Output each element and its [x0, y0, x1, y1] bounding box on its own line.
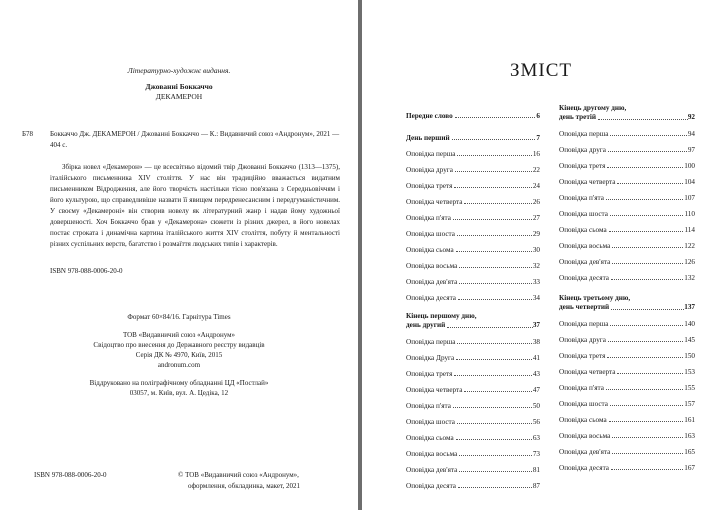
toc-entry[interactable]: Оповідка сьома 161 [559, 416, 695, 424]
publisher-line: Серія ДК № 4970, Київ, 2015 [135, 351, 223, 359]
toc-entry[interactable]: Оповідка третя 150 [559, 352, 695, 360]
bib-record: Боккаччо Дж. ДЕКАМЕРОН / Джованні Боккаччо — К.: Видавничий союз «Андронум», 2021 — 404 с. [50, 130, 340, 149]
toc-entry[interactable]: Оповідка перша 94 [559, 130, 695, 138]
toc-entry[interactable]: Оповідка шоста 110 [559, 210, 695, 218]
toc-entry[interactable]: Оповідка друга 22 [406, 166, 540, 174]
toc-entry[interactable]: Оповідка третя 100 [559, 162, 695, 170]
toc-entry[interactable]: Передне слово 6 [406, 112, 540, 120]
edition-type: Літературно-художнє видання. [127, 66, 231, 75]
annotation: Збірка новел «Декамерон» — це всесвітньо відомий твір Джованні Боккаччо (1313—1375), італійського письменника XIV століття. У нас він традиційно вважається видатним письменником Відродження, але його творчість настільки тісно пов'язана з Середньовіччям і його культурою, що справедливіше назвати її явищем передренесансним і передгуманістичним. У своєму «Декамероні» він створив новелу як літературний жанр і надав йому художньої довершеності. Хоч Боккаччо брав у «Декамерона» сюжети із різних джерел, в його новелах постає строката і динамічна картина італійського життя XIV століття, побуту й ментальності різних суспільних верств, багатство і розмаїття людських типів і характерів. [50, 163, 340, 248]
toc-day-header[interactable]: Кінець другому дню, день третій 92 [559, 104, 695, 121]
toc-entry[interactable]: Оповідка друга 97 [559, 146, 695, 154]
toc-column-1 [406, 104, 540, 490]
copyright-line: оформлення, обкладинка, макет, 2021 [188, 482, 301, 490]
author-name: Джованні Боккаччо [145, 82, 213, 91]
toc-entry[interactable]: Оповідка шоста 157 [559, 400, 695, 408]
toc-day-header[interactable]: Кінець третьому дню, день четвертий 137 [559, 294, 695, 311]
printer-line: 03057, м. Київ, вул. А. Цедіка, 12 [129, 389, 229, 397]
toc-entry[interactable]: Оповідка восьма 163 [559, 432, 695, 440]
toc-entry[interactable]: Оповідка четверта 47 [406, 386, 540, 394]
toc-entry[interactable]: Оповідка десята 87 [406, 482, 540, 490]
publisher-website: andronum.com [157, 361, 201, 369]
toc-entry[interactable]: Оповідка четверта 104 [559, 178, 695, 186]
left-page [0, 0, 358, 510]
footer-isbn: ISBN 978-088-0006-20-0 [34, 471, 107, 479]
toc-entry[interactable]: Оповідка дев'ята 81 [406, 466, 540, 474]
toc-entry[interactable]: Оповідка шоста 29 [406, 230, 540, 238]
toc-entry[interactable]: Оповідка перша 140 [559, 320, 695, 328]
toc-entry[interactable]: Оповідка четверта 26 [406, 198, 540, 206]
toc-column-2 [559, 104, 695, 472]
toc-entry[interactable]: Оповідка третя 43 [406, 370, 540, 378]
right-page [362, 0, 720, 510]
toc-entry[interactable]: Оповідка перша 38 [406, 338, 540, 346]
toc-entry[interactable]: Оповідка п'ята 50 [406, 402, 540, 410]
toc-entry[interactable]: Оповідка десята 167 [559, 464, 695, 472]
toc-entry[interactable]: Оповідка перша 16 [406, 150, 540, 158]
toc-entry[interactable]: Оповідка шоста 56 [406, 418, 540, 426]
toc-entry[interactable]: Оповідка сьома 30 [406, 246, 540, 254]
toc-entry[interactable]: Оповідка десята 132 [559, 274, 695, 282]
book-title: ДЕКАМЕРОН [155, 92, 203, 101]
toc-entry[interactable]: Оповідка друга 145 [559, 336, 695, 344]
isbn-block: ISBN 978-088-0006-20-0 [50, 267, 123, 275]
toc-entry[interactable]: Оповідка восьма 32 [406, 262, 540, 270]
printer-line: Віддруковано на поліграфічному обладнанні ЦД «Постлай» [89, 379, 269, 387]
toc-entry[interactable]: Оповідка сьома 114 [559, 226, 695, 234]
toc-entry[interactable]: Оповідка п'ята 155 [559, 384, 695, 392]
toc-entry[interactable]: Оповідка третя 24 [406, 182, 540, 190]
toc-entry[interactable]: Оповідка четверта 153 [559, 368, 695, 376]
class-code: Б78 [22, 130, 34, 138]
toc-entry[interactable]: Оповідка Друга 41 [406, 354, 540, 362]
publisher-line: ТОВ «Видавничий союз «Андронум» [122, 331, 236, 339]
toc-entry[interactable]: Оповідка п'ята 27 [406, 214, 540, 222]
toc-entry[interactable]: Оповідка дев'ята 33 [406, 278, 540, 286]
toc-entry[interactable]: Оповідка дев'ята 126 [559, 258, 695, 266]
toc-entry[interactable]: Оповідка восьма 122 [559, 242, 695, 250]
toc-entry[interactable]: Оповідка дев'ята 165 [559, 448, 695, 456]
format-line: Формат 60×84/16. Гарнітура Times [127, 313, 231, 321]
toc-entry[interactable]: Оповідка сьома 63 [406, 434, 540, 442]
toc-entry[interactable]: Оповідка п'ята 107 [559, 194, 695, 202]
copyright-line: © ТОВ «Видавничий союз «Андронум», [178, 471, 299, 479]
toc-entry[interactable]: День перший 7 [406, 134, 540, 142]
toc-entry[interactable]: Оповідка десята 34 [406, 294, 540, 302]
publisher-line: Свідоцтво про внесення до Державного реєстру видавців [93, 341, 265, 349]
toc-day-header[interactable]: Кінець першому дню, день другий 37 [406, 312, 540, 329]
toc-entry[interactable]: Оповідка восьма 73 [406, 450, 540, 458]
toc-title: ЗМІСТ [509, 60, 573, 81]
